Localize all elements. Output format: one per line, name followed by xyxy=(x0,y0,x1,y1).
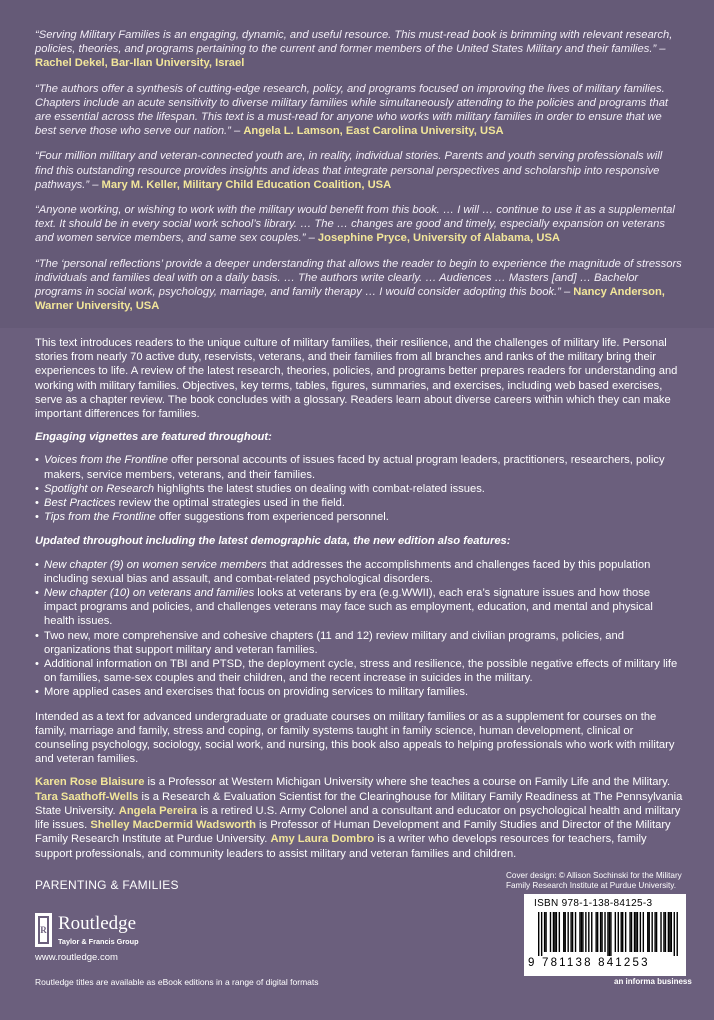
features-list xyxy=(35,558,683,700)
barcode-bar xyxy=(674,912,675,956)
praise-quote xyxy=(35,82,683,139)
barcode-bar xyxy=(600,912,601,952)
barcode-bar xyxy=(622,912,623,952)
vignettes-list xyxy=(35,453,683,524)
barcode-bar xyxy=(591,912,592,952)
barcode-bar xyxy=(541,912,542,956)
praise-quote xyxy=(35,28,683,71)
quote-attribution: Josephine Pryce, University of Alabama, USA xyxy=(317,232,560,245)
barcode-bar xyxy=(665,912,666,952)
author-name: Amy Laura Dombro xyxy=(270,833,375,846)
isbn-label: ISBN 978-1-138-84125-3 xyxy=(534,898,653,909)
barcode-bar xyxy=(585,912,586,952)
barcode-bar xyxy=(595,912,596,952)
item-text: offer personal accounts of issues faced by actual program leaders, practitioners, researchers, policy makers, service members, veterans, and their families. xyxy=(44,454,665,481)
list-item xyxy=(44,629,683,657)
barcode-bar xyxy=(654,912,655,952)
author-bio: is a retired U.S. Army Colonel and a consultant and educator on psychological health and military life issues. xyxy=(35,804,681,832)
barcode-bar xyxy=(570,912,571,952)
quote-text: “The authors offer a synthesis of cutting-edge research, policy, and programs focused on improving the lives of military families. Chapters include an acute sensitivity to diverse military families while simultaneously attending to the policies and programs that are essential across the lifespan. This text is a must-read for anyone who works with military families in order to ensure that we best serve those who serve our nation.” – xyxy=(35,82,669,138)
barcode-bar xyxy=(550,912,551,952)
barcode-bar xyxy=(572,912,573,952)
ebook-note: Routledge titles are available as eBook editions in a range of digital formats xyxy=(35,977,319,987)
author-name: Tara Saathoff-Wells xyxy=(35,790,139,803)
author-name: Angela Pereira xyxy=(118,804,198,817)
barcode-bar xyxy=(629,912,630,952)
svg-text:R: R xyxy=(40,925,47,935)
barcode-bar xyxy=(544,912,545,952)
barcode-bar xyxy=(556,912,557,952)
barcode-bar xyxy=(637,912,638,952)
barcode-bar xyxy=(631,912,632,952)
barcode-bar xyxy=(553,912,554,952)
barcode-digits: 9 781138 841253 xyxy=(528,957,650,969)
barcode-bar xyxy=(604,912,605,952)
barcode-bar xyxy=(651,912,652,952)
item-text: review the optimal strategies used in the field. xyxy=(115,497,345,510)
subject-category: PARENTING & FAMILIES xyxy=(35,878,179,892)
quote-text: “Serving Military Families is an engaging, dynamic, and useful resource. This must-read book is brimming with relevant research, policies, theories, and programs pertaining to the current and former members of the United States Military and their families.” – xyxy=(35,29,673,56)
barcode-bar xyxy=(671,912,672,952)
intended-paragraph: Intended as a text for advanced undergraduate or graduate courses on military families or as a supplement for courses on the family, marriage and family, stress and coping, or family systems taught in family science, human development, clinical or counseling psychology, sociology, social work, and nursing, this book also appeals to helping professionals who work with military and veteran families. xyxy=(35,710,675,766)
author-bio: is Professor of Human Development and Family Studies and Director of the Military Family Research Institute at Purdue University. xyxy=(35,819,671,846)
praise-quote xyxy=(35,149,683,192)
item-text: looks at veterans by era (e.g.WWII), each era’s signature issues and how those impact programs and policies, and challenges veterans may face such as employment, education, and mental and physical health issues. xyxy=(44,587,653,628)
item-text: More applied cases and exercises that focus on providing services to military families. xyxy=(44,686,469,699)
list-item xyxy=(44,657,683,685)
barcode-bar xyxy=(559,912,560,952)
list-item xyxy=(44,586,683,629)
routledge-logo-icon xyxy=(35,913,52,947)
barcode-bar xyxy=(575,912,576,952)
barcode-bar xyxy=(554,912,555,952)
publisher-url: www.routledge.com xyxy=(35,952,118,963)
list-item xyxy=(44,482,683,496)
author-bio: is a Research & Evaluation Scientist for the Clearinghouse for Military Family Readiness at The Pennsylvania State University. xyxy=(35,790,683,817)
intro-paragraph: This text introduces readers to the unique culture of military families, their resilience, and the challenges of military life. Personal stories from nearly 70 active duty, reservists, veterans, and their families from all branches and ranks of the military bring their experiences to life. A review of the latest research, theories, policies, and programs better prepares readers for understanding and working with military families. Objectives, key terms, tables, figures, summaries, and exercises, including web based exercises, serve as a chapter review. The book concludes with a glossary. Readers learn about diverse careers within which they can make important differences for families. xyxy=(35,337,678,421)
praise-quote xyxy=(35,203,683,246)
author-bios xyxy=(35,775,683,860)
author-bio: is a writer who develops resources for teachers, family support professionals, and community leaders to assist military and veteran families and children. xyxy=(35,833,647,860)
praise-quotes xyxy=(35,28,683,324)
item-text: that addresses the accomplishments and challenges faced by this population including sexual bias and assault, and combat-related psychological disorders. xyxy=(44,558,651,585)
list-item xyxy=(44,496,683,510)
barcode-bar xyxy=(647,912,648,952)
item-text: highlights the latest studies on dealing with combat-related issues. xyxy=(154,482,485,495)
quote-text: “Four million military and veteran-connected youth are, in reality, individual stories. Parents and youth serving professionals will find this outstanding resource provides insights and ideas that integrate personal perspectives and scholarship into responsive pathways.” – xyxy=(35,150,663,191)
barcode-bar xyxy=(565,912,566,952)
barcode-bar xyxy=(668,912,669,952)
quote-attribution: Nancy Anderson, Warner University, USA xyxy=(35,286,665,313)
quote-attribution: Mary M. Keller, Military Child Education Coalition, USA xyxy=(101,178,392,191)
item-text: Additional information on TBI and PTSD, the deployment cycle, stress and resilience, the possible negative effects of military life on families, same-sex couples and their children, and the recent increase in suicides in the military. xyxy=(44,658,678,685)
barcode-bars xyxy=(538,912,678,956)
barcode-bar xyxy=(582,912,583,952)
quote-text: “Anyone working, or wishing to work with the military would benefit from this book. … I will … continue to use it as a supplemental text. It should be in every social work school’s library. … The … changes are good and timely, especially expansion on veterans and women service members, and same sex couples.” – xyxy=(35,204,675,245)
barcode-bar xyxy=(563,912,564,952)
barcode-bar xyxy=(607,912,608,956)
quote-attribution: Rachel Dekel, Bar-Ilan University, Israel xyxy=(35,57,245,70)
author-name: Karen Rose Blaisure xyxy=(35,776,145,789)
barcode-bar xyxy=(640,912,641,952)
barcode-bar xyxy=(618,912,619,952)
barcode-bar xyxy=(597,912,598,952)
barcode-bar xyxy=(649,912,650,952)
features-heading: Updated throughout including the latest demographic data, the new edition also features: xyxy=(35,535,511,548)
quote-text: “The ‘personal reflections’ provide a deeper understanding that allows the reader to begin to experience the magnitude of stressors individuals and families deal with on a daily basis. … The authors write clearly. … Audiences … Masters [and] … Bachelor programs in social work, psychology, marriage, and family therapy … I would consider adopting this book.” – xyxy=(35,257,682,299)
barcode-bar xyxy=(669,912,670,952)
list-item xyxy=(44,453,683,481)
author-name: Shelley MacDermid Wadsworth xyxy=(90,819,256,832)
barcode-bar xyxy=(643,912,644,952)
barcode-bar xyxy=(677,912,678,956)
barcode-bar xyxy=(625,912,626,952)
barcode-bar xyxy=(615,912,616,952)
barcode-bar xyxy=(579,912,580,952)
barcode-bar xyxy=(656,912,657,952)
cover-credit: Cover design: © Allison Sochinski for the Military Family Research Institute at Purdue University. xyxy=(506,871,682,890)
item-title: New chapter (9) on women service members xyxy=(44,558,267,571)
item-text: offer suggestions from experienced personnel. xyxy=(155,511,389,524)
item-title: Tips from the Frontline xyxy=(44,511,156,524)
barcode-bar xyxy=(538,912,539,956)
informa-tagline: an informa business xyxy=(614,977,692,986)
list-item xyxy=(44,685,683,699)
description xyxy=(35,336,683,870)
barcode-bar xyxy=(567,912,568,952)
item-title: Best Practices xyxy=(44,497,116,510)
barcode-bar xyxy=(601,912,602,952)
list-item xyxy=(44,558,683,586)
barcode-bar xyxy=(545,912,546,952)
publisher-logo xyxy=(35,911,195,951)
author-bio: is a Professor at Western Michigan University where she teaches a course on Family Life and the Military. xyxy=(144,776,671,789)
list-item xyxy=(44,510,683,524)
barcode-bar xyxy=(663,912,664,952)
praise-quote xyxy=(35,257,683,314)
publisher-name: Routledge xyxy=(58,913,137,934)
item-text: Two new, more comprehensive and cohesive chapters (11 and 12) review military and civilian programs, policies, and organizations that support military and veteran families. xyxy=(44,629,624,656)
item-title: Voices from the Frontline xyxy=(44,454,168,467)
barcode-bar xyxy=(635,912,636,952)
barcode-bar xyxy=(588,912,589,952)
isbn-barcode xyxy=(524,894,686,976)
item-title: Spotlight on Research xyxy=(44,482,155,495)
barcode-bar xyxy=(610,912,611,956)
barcode-bar xyxy=(609,912,610,956)
barcode-bar xyxy=(634,912,635,952)
barcode-bar xyxy=(660,912,661,952)
vignettes-heading: Engaging vignettes are featured throughout: xyxy=(35,431,272,444)
publisher-group: Taylor & Francis Group xyxy=(58,937,139,946)
barcode-bar xyxy=(581,912,582,952)
quote-attribution: Angela L. Lamson, East Carolina University, USA xyxy=(243,125,504,138)
barcode-bar xyxy=(621,912,622,952)
item-title: New chapter (10) on veterans and families xyxy=(44,587,255,600)
